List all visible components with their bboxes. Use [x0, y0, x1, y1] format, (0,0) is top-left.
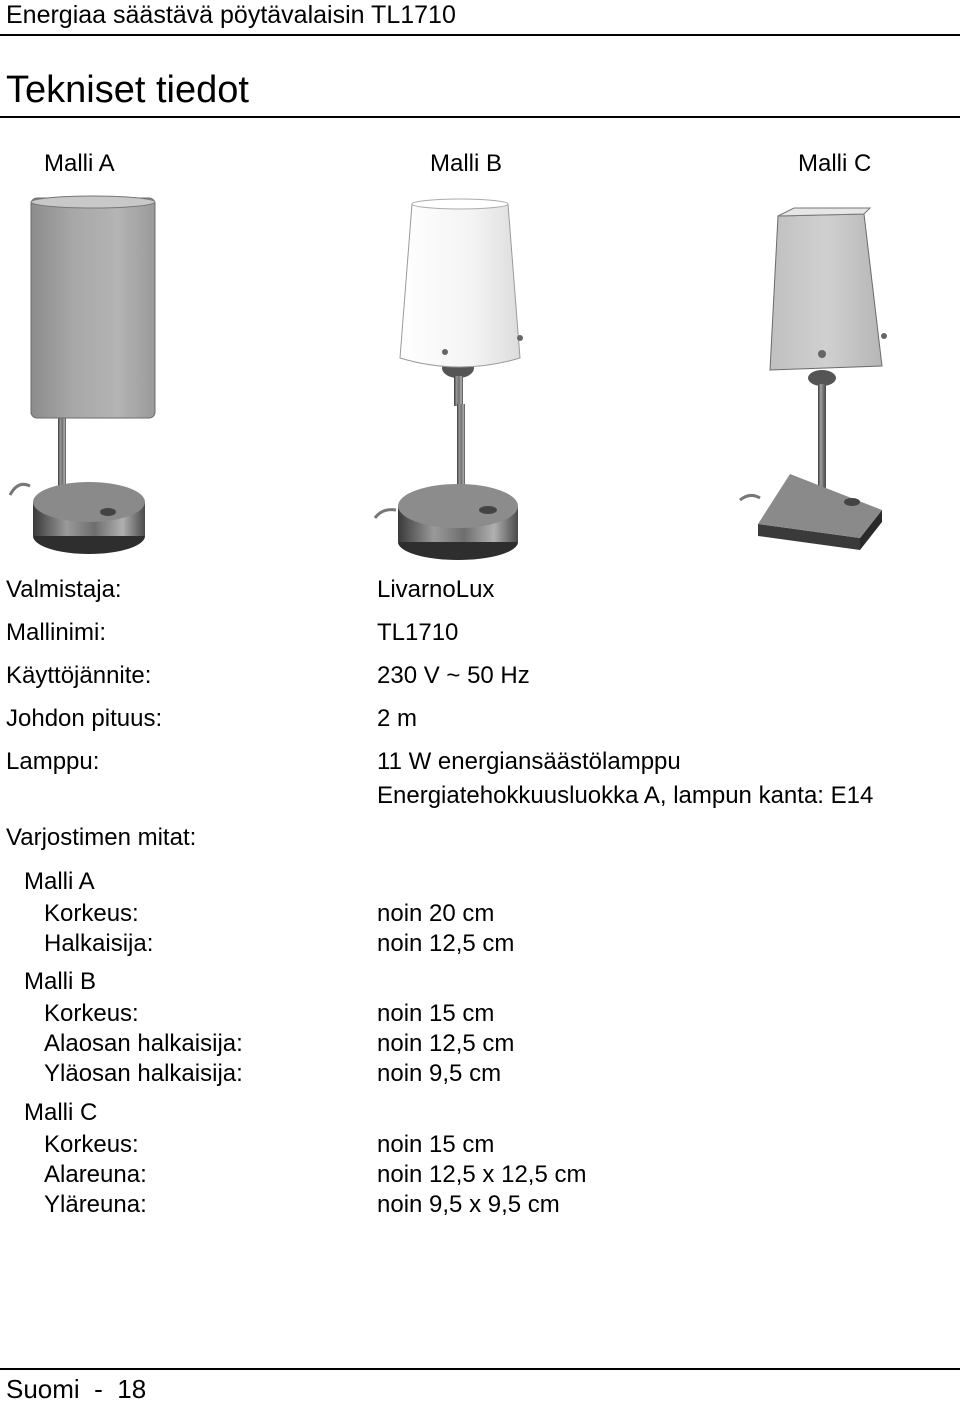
model-c-lamp-image [730, 190, 950, 570]
shade-c-title: Malli C [24, 1099, 98, 1126]
spec-label-model-name: Mallinimi: [6, 619, 107, 646]
shade-c-top-value: noin 9,5 x 9,5 cm [377, 1191, 560, 1218]
shade-b-bottom-label: Alaosan halkaisija: [44, 1030, 243, 1057]
footer-divider [0, 1368, 960, 1370]
shade-c-bottom-label: Alareuna: [44, 1161, 147, 1188]
shade-b-bottom-value: noin 12,5 cm [377, 1030, 515, 1057]
spec-value-lamp-line1: 11 W energiansäästölamppu [377, 748, 681, 775]
page-title: Tekniset tiedot [6, 69, 249, 111]
shade-a-diameter-label: Halkaisija: [44, 930, 154, 957]
shade-b-top-value: noin 9,5 cm [377, 1060, 502, 1087]
header-divider [0, 34, 960, 36]
model-a-lamp-image [0, 190, 220, 570]
spec-value-model-name: TL1710 [377, 619, 459, 646]
title-divider [0, 116, 960, 118]
shade-a-diameter-value: noin 12,5 cm [377, 930, 515, 957]
model-a-label: Malli A [44, 150, 115, 177]
shade-b-top-label: Yläosan halkaisija: [44, 1060, 243, 1087]
model-c-label: Malli C [798, 150, 872, 177]
shade-a-height-label: Korkeus: [44, 900, 139, 927]
spec-value-lamp-line2: Energiatehokkuusluokka A, lampun kanta: E14 [377, 782, 874, 809]
spec-label-manufacturer: Valmistaja: [6, 576, 122, 603]
model-b-label: Malli B [430, 150, 503, 177]
spec-label-cable-length: Johdon pituus: [6, 705, 163, 732]
spec-label-voltage: Käyttöjännite: [6, 662, 152, 689]
page-footer: Suomi - 18 [6, 1374, 147, 1404]
document-header: Energiaa säästävä pöytävalaisin TL1710 [6, 1, 456, 29]
shade-a-height-value: noin 20 cm [377, 900, 495, 927]
shade-b-height-value: noin 15 cm [377, 1000, 495, 1027]
spec-value-cable-length: 2 m [377, 705, 418, 732]
shade-c-bottom-value: noin 12,5 x 12,5 cm [377, 1161, 587, 1188]
spec-value-voltage: 230 V ~ 50 Hz [377, 662, 530, 689]
shade-b-height-label: Korkeus: [44, 1000, 139, 1027]
shade-c-height-label: Korkeus: [44, 1131, 139, 1158]
spec-label-lamp: Lamppu: [6, 748, 100, 775]
shade-b-title: Malli B [24, 968, 97, 995]
shade-c-top-label: Yläreuna: [44, 1191, 147, 1218]
spec-label-shade-dimensions: Varjostimen mitat: [6, 824, 197, 851]
shade-a-title: Malli A [24, 868, 95, 895]
spec-value-manufacturer: LivarnoLux [377, 576, 495, 603]
shade-c-height-value: noin 15 cm [377, 1131, 495, 1158]
model-b-lamp-image [370, 190, 570, 570]
